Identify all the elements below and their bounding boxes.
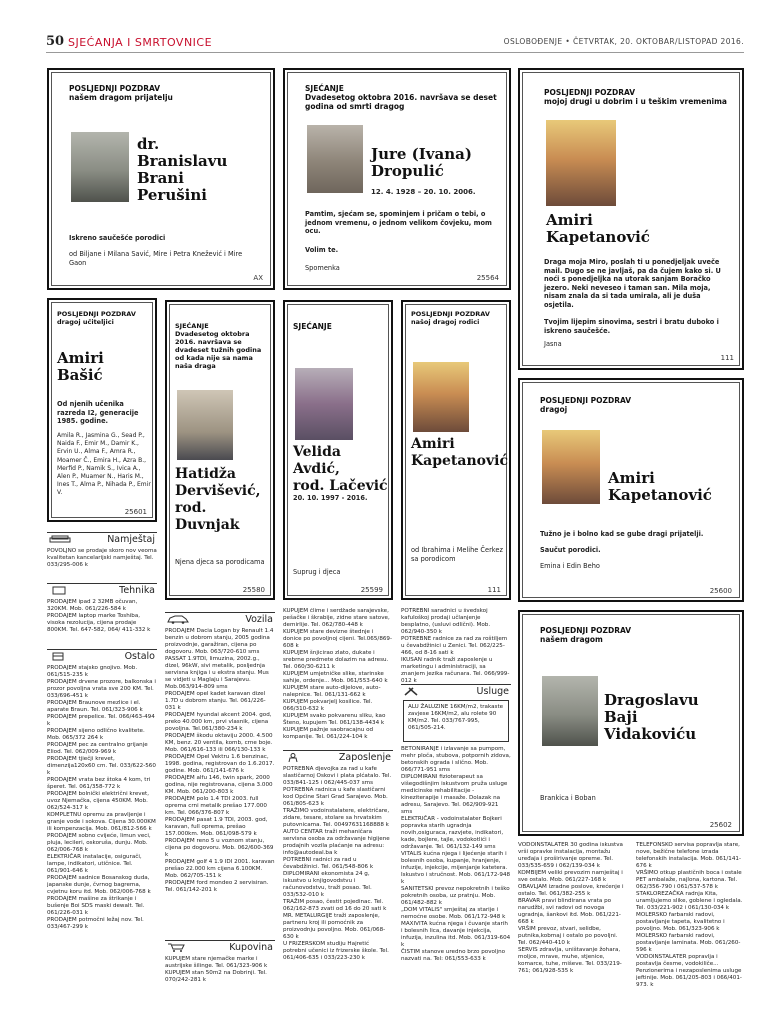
sender-text: Brankica i Boban xyxy=(540,794,596,802)
condolence-text-2: Saučut porodici. xyxy=(540,546,601,554)
deceased-name: Amiri Kapetanović xyxy=(546,211,650,246)
ad-code: 25602 xyxy=(709,821,732,829)
portrait-photo xyxy=(177,390,233,460)
obituary-kapetanovic-3 xyxy=(518,378,744,602)
life-dates: 20. 10. 1997 - 2016. xyxy=(293,494,368,502)
obituary-kapetanovic-1 xyxy=(518,68,744,370)
obituary-dropulic xyxy=(283,68,511,290)
tools-icon xyxy=(403,687,425,696)
sofa-icon xyxy=(49,535,71,544)
portrait-photo xyxy=(546,120,616,206)
obituary-basic xyxy=(47,298,157,522)
obituary-heading: POSLJEDNJI POZDRAV dragoj učiteljici xyxy=(57,310,136,326)
ad-code: 25600 xyxy=(709,587,732,595)
ad-code: 25599 xyxy=(360,586,383,594)
portrait-photo xyxy=(542,676,598,746)
tv-icon xyxy=(49,586,71,595)
letter-text: Draga moja Miro, poslah ti u ponedjeljak uveče mail. Dugo se ne javljaš, pa da čujem kako si. U noći s ponedjeljka na utorak sanjam Boračko jezero. Neki neveseo i taman san. Mila moja, nisam znala da si tada umirala, ali je duša osjetila. xyxy=(544,258,721,309)
category-namjestaj: Namještaj xyxy=(47,532,157,546)
sender-text: Jasna xyxy=(544,340,562,348)
category-vozila: Vozila xyxy=(165,612,275,626)
page-number: 50 xyxy=(46,34,65,49)
classifieds-buying: KUPUJEM stare njemačke marke i austrijske šilinge. Tel. 061/323-906 k KUPUJEM stan 50m2 na Dobrinji. Tel. 070/242-281 k xyxy=(165,956,268,983)
publication-meta: OSLOBOĐENJE • ČETVRTAK, 20. OKTOBAR/LISTOPAD 2016. xyxy=(503,37,744,46)
cart-icon xyxy=(167,943,189,952)
classifieds-services-2: VODOINSTALATER 30 godina iskustva vrši opravke instalacija, montažu uređaja i proširivanje opreme. Tel. 033/535-659 i 062/139-034 k KOMBIJEM veliki prevozim namještaj i sve ostalo. Mob. 061/227-168 k OBAVLJAM izradne poslove, krećenje i ostalo. Tel. 061/382-255 k BRAVAR pravi blindirana vrata po narudžbi, svi radovi od novoga ugradnja, šankovi itd. Mob. 061/221-668 k VRŠIM prevoz, stvari, selidbe, putnika,kobmaj i ostalo po povoljni. Tel. 062/440-410 k SERVIS zdravlja, uništavanje žohara, moljce, mrave, muhe, stjenice, komarce, tuhe, miševe. Tel. 033/219-761; 061/928-535 k xyxy=(518,842,624,974)
obituary-heading: POSLJEDNJI POZDRAV našoj dragoj rodici xyxy=(411,310,490,326)
deceased-name: dr. Branislavu Brani Perušini xyxy=(137,135,228,204)
deceased-name: Amiri Kapetanović xyxy=(411,436,508,469)
classifieds-services-3: TELEFONSKO servisa popravlja stare, nove, bežične telefone izrada telefonskih instalacija. Mob. 061/141-676 k VRŠIMO otkup plastičnih boca i ostale PET ambalaže, najlona, kartona. Tel. 062/356-790 i 061/537-578 k STAKLOREZAČKA radnja Kita, uramljujemo slike, goblene i ogledala. Tel. 033/221-902 i 061/130-034 k MOLERSKO farbarski radovi, postavljanje tapeta, kvalitetno i povoljno. Mob. 061/323-906 k MOLERSKO farbarski radovi, postavljanje laminata. Mob. 061/260-596 k VODOINSTALATER popravlja i postavlja česme, vodokiliče... Penzionerima i nezaposlenima usluge jeftinije. Mob. 061/205-803 i 066/401-973. k xyxy=(636,842,743,988)
memorial-text: Pamtim, sjećam se, spominjem i pričam o tebi, o jednom vremenu, o jednom velikom čovjeku, mom ocu. xyxy=(305,210,492,236)
ad-code: 25601 xyxy=(124,508,147,516)
memorial-love: Volim te. xyxy=(305,246,339,254)
highlighted-ad: ALU ŽALUZINE 16KM/m2, trakaste zavjese 16KM/m2, alu rolete 90 KM/m2. Tel. 033/767-995, 061/505-214. xyxy=(403,700,509,742)
category-usluge: Usluge xyxy=(401,684,511,698)
obituary-perusini xyxy=(47,68,275,290)
deceased-name: Hatidža Dervišević, rod. Duvnjak xyxy=(175,466,261,533)
category-kupovina: Kupovina xyxy=(165,940,275,954)
obituary-heading: SJEĆANJE Dvadesetog oktobra 2016. navršava se dvadeset tužnih godina od kada nije sa nama naša draga xyxy=(175,322,262,370)
condolence-text: Tužno je i bolno kad se gube dragi prijatelji. xyxy=(540,530,704,538)
ad-code: 111 xyxy=(720,354,734,362)
obituary-heading: POSLJEDNJI POZDRAV dragoj xyxy=(540,396,632,414)
deceased-name: Amiri Kapetanović xyxy=(608,469,712,504)
sender-text: od Biljane i Milana Savić, Mire i Petra Knežević i Mire Gaon xyxy=(69,250,243,267)
sender-text: Emina i Edin Beho xyxy=(540,562,600,570)
obituary-heading: SJEĆANJE Dvadesetog oktobra 2016. navršava se deset godina od smrti dragog xyxy=(305,84,497,111)
deceased-name: Dragoslavu Baji Vidakoviću xyxy=(604,691,699,743)
classifieds-vehicles: PRODAJEM Dacia Logan by Renault 1.4 benzin u dobrom stanju, 2005 godina proizvodnje, garažiran, cijena po dogovoru. Mob. 063/720-610 sms PASSAT 1.9TDI, limuzina, 2002.g., dizel, 96kW, sivi metalik, posljednja servisna knjiga i u ekstra stanju. Mus se vidjeti u Maglaju i Sarajevu. Mob.063/914-809 sms PRODAJEM opel kadet karavan dizel 1.7D u dobrom stanju. Tel. 061/226-031 k PRODAJEM hyundai akcent 2004. god, preko 40.000 km, prvi vlasnik, cijena povoljna. Tel.061/380-234 k PRODAJEM škodu oktaviju 2000. 4.500 KM, benz. 20 ventila, komb, crne boje. Mob. 061/616-133 ili 066/130-133 k PRODAJEM Opel Vektru 1.6 benzinac, 1998. godina, registrovan do 1.6.2017. godine. Mob. 061/141-676 k PRODAJEM alfu 146, twin spark, 2000 godina, nije registrovana, cijena 3.000 KM. Mob. 061/200-803 k PRODAJEM polo 1.4 TDI 2003. full oprema crni metalik prešao 177.000 km. Tel. 066/376-807 k PRODAJEM pasat 1.9 TDI, 2003. god, karavan, full oprema, prešao 157.000km. Mob. 061/098-579 k PRODAJEM reno 5 u voznom stanju, cijena po dogovoru. Mob. 062/600-369 k PRODAJEM golf 4 1.9 IDI 2001. karavan prešao 22.000 km cijena 6.100KM. Mob. 062/705-151 k PRODAJEM ford mondeo 2 servisiran. Tel. 061/142-201 k xyxy=(165,628,275,893)
obituary-heading: POSLJEDNJI POZDRAV našem dragom prijatelju xyxy=(69,84,173,102)
classifieds-services: BETONIRANJE i izlavanje sa pumpom, mehr ploča, stubova, potpornih zidova, betonskih ograda i slično. Mob. 066/771-951 sms DIPLOMIRANI fizioterapeut sa višegodišnjim iskustvom pruža usluge medicinske rehabilitacije - kineziterapije i masaže. Dolazak na adresu, Sarajevo. Tel. 062/909-921 sms ELEKTRIČAR - vodoinstalater Bojkeri popravka starih ugradnja novih,osiguraca, razvjete, indikatori, kade, bojlere, tajle, vodokotlići i održavanje. Tel. 061/132-149 sms VITALIS kućna njega i lijećenje starih i bolesnih osoba, kupanje, hranjenje, infuzije, injekcije, mijenjanje katetera. Iskustvo i stručnost. Mob. 061/172-948 k SANITETSKI prevoz nepokretnih i teško pokretnih osoba, uz pratnju. Mob. 061/482-882 k „DOM VITALIS" smještaj za starije i nemoćne osobe. Mob. 061/172-948 k MAXIVITA kućna njega i čuvanje starih i bolesnih lica, davanje injekcija, infuzija, inzulina itd. Mob. 061/319-604 k ČISTIM stanove uredno brzo povoljno nazvati na. Tel: 061/553-633 k xyxy=(401,746,511,962)
section-title: SJEĆANJA I SMRTOVNICE xyxy=(68,36,213,49)
condolence-text: Tvojim lijepim sinovima, sestri i bratu duboko i iskreno saučešće. xyxy=(544,318,719,335)
obituary-heading: POSLJEDNJI POZDRAV našem dragom xyxy=(540,626,632,644)
deceased-name: Jure (Ivana) Dropulić xyxy=(371,145,472,180)
deceased-name: Velida Avdić, rod. Lačević xyxy=(293,444,388,494)
ad-code: AX xyxy=(253,274,263,282)
worker-icon xyxy=(285,753,307,762)
life-dates: 12. 4. 1928 – 20. 10. 2006. xyxy=(371,188,476,196)
category-tehnika: Tehnika xyxy=(47,583,157,597)
portrait-photo xyxy=(295,368,353,440)
classifieds-jobs: POTREBNA djevojka za rad u kafe slastičarnoj Oskovi i plata plćatalo. Tel. 033/841-125 i 062/445-037 sms POTREBNA radnica u kafe slastičarni kod Općine Stari Grad Sarajevo. Mob. 061/805-623 k TRAŽIMO vodoinstalatere, električare, zidare, tesare, stolare sa hrvatskim putovnicama. Tel. 00497631168888 k AUTO CENTAR traži mehaničara servisna osoba za održavanje higijene prodajnih vozila plaćanje na adresu: info@autodeal.ba k POTREBNI radnici za rad u čevabdžinici. Tel. 061/548-806 k DIPLOMIRANI ekonomista 24 g, iskustvo u knjigovodstvu i računovodstvu, traži posao. Tel. 033/532-010 k TRAŽIM posao, čestit pojedinac. Tel. 062/162-873 zvati od 16 do 20 sati k MR. METALURGIJE traži zaposlenje, partneru kroj ili pomoćnik za proizvodnju povoljno. Mob. 061/068-630 k U FRIZERSKOM studiju Hajretić potrebni učenici iz frizerske škole. Tel. 061/406-635 i 033/223-230 k xyxy=(283,766,392,961)
box-icon xyxy=(49,652,71,661)
obituary-dervisevic xyxy=(165,300,275,600)
classifieds-buying-2: KUPUJEM člime i serdžade sarajevske, pešačke i škrabije, zidne stare satove, demirlije. Tel. 062/780-448 k KUPUJEM stare devizne štednje i donice po povoljnoj cijeni. Tel.065/869-608 k KUPUJEM šnjicirao zlato, dukate i srebrne predmete dolazim na adresu. Tel. 060/30-6211 k KUPUJEM umjetničke slike, starinske sahije, ordenje... Mob. 061/553-640 k KUPUJEM stare auto-dijelove, auto-nalepnice. Tel. 061/131-662 k KUPUJEM pokvarjelj kosilice. Tel. 066/310-632 k KUPUJEM svako pokvarenu sliku, kao Šteno, kupujem Tel. 061/138-4434 k KUPUJEM pažnje saobracajnu od kompanije. Tel. 061/224-104 k xyxy=(283,608,393,740)
sender-text: od Ibrahima i Melihe Čerkez sa porodicom xyxy=(411,546,503,563)
obituary-avdic xyxy=(283,300,393,600)
sender-text: Spomenka xyxy=(305,264,340,272)
classifieds-tech: PRODAJEM ipad 2 32MB očuvan, 320KM. Mob. 061/226-584 k PRODAJEM laptop marke Toshiba, visoka rezolucija, cijena prodaje 800KM. Tel. 647-582, 064/ 411-332 k xyxy=(47,599,151,633)
classifieds-jobs-2: POTREBNI saradnici u švedskoj kafuloškoj prodaji učlanjenje besplatno, (usluvi odlični). Mob. 062/940-350 k POTREBNE radnice za rad za roštiljem u čevabdžinici u Zenici. Tel. 062/225-466, od 8-16 sati k IKUSAN radnik traži zaposlenje u marketingu i administraciji, sa znanjem jezika računara. Tel. 066/999-012 k xyxy=(401,608,510,684)
classifieds-furniture: POVOLJNO se prodaje skoro nov veoma kvalitetan kancelarijski namještaj. Tel. 033/295-006 k xyxy=(47,548,157,568)
condolence-text: Iskreno saučešće porodici xyxy=(69,234,166,242)
deceased-name: Amiri Bašić xyxy=(57,349,104,384)
portrait-photo xyxy=(413,362,469,432)
portrait-photo xyxy=(542,430,600,504)
portrait-photo xyxy=(71,132,129,202)
classifieds-other: PRODAJEM stajsko gnojivo. Mob. 061/515-235 k PRODAJEM drvene prozore, balkonska i prozor povoljna vrata sve 200 KM. Tel. 033/696-451 k PRODAJEM Braunove mezlice i el. aparate Braun. Tel. 061/323-906 k PRODAJEM prepelice. Tel. 066/463-494 k PRODAJEM sijeno odlično kvalitete. Mob. 065/372 264 k PRODAJEM pec za centralno grijanje Eliod. Tel. 062/009-969 k PRODAJEM tjiečji krevet, dimenzija120x60 cm. Tel. 033/622-560 k PRODAJEM vrata bez štoka 4 kom, tri šperet. Tel. 061/358-772 k PRODAJEM bolnički električni krevet, uvoz Njemačka, cijena 450KM. Mob. 062/524-317 k KOMPLETNU opremu za pravljenje i granje vode i sokova. Cijena 30.000KM ili kompenzacija. Mob. 061/812-566 k PRODAJEM sobno cvijeće, limun veci, pluja, lecileri, oskoruša, dunju. Mob. 062/006-768 k ELEKTRIČAR instalacije, osigurači, lampe, indikatori, utičnice. Tel. 061/901-646 k PRODAJEM sadnice Bosanskog duda, japanske dunje, čvrnog bagrema, cvjetnu koru itd. Mob. 062/006-768 k PRODAJEM mašine za štrikanje i bušenje Boi SDS maski dewalt. Tel. 061/226-031 k PRODAJEM potmočni ležaj nov. Tel. 033/467-299 k xyxy=(47,665,156,930)
sender-text: Njena djeca sa porodicama xyxy=(175,558,265,566)
ad-code: 25564 xyxy=(476,274,499,282)
obituary-vidakovic xyxy=(518,610,744,836)
obituary-kapetanovic-2 xyxy=(401,300,511,600)
ad-code: 111 xyxy=(487,586,501,594)
class-text: Od njenih učenika razreda I2, generacije 1985. godine. xyxy=(57,400,139,426)
page-header xyxy=(46,34,744,53)
obituary-heading: POSLJEDNJI POZDRAV mojoj drugi u dobrim i u teškim vremenima xyxy=(544,88,727,106)
portrait-photo xyxy=(307,125,363,193)
ad-code: 25580 xyxy=(242,586,265,594)
category-zaposlenje: Zaposlenje xyxy=(283,750,393,764)
sender-text: Suprug i djeca xyxy=(293,568,341,576)
obituary-heading: SJEĆANJE xyxy=(293,322,332,331)
category-ostalo: Ostalo xyxy=(47,649,157,663)
car-icon xyxy=(167,615,189,624)
students-list: Amila R., Jasmina G., Sead P., Naida F., Emir M., Damir K., Ervin U., Alma F., Amra R., Moamer Č., Emira H., Azra B., Merfid P., Namik S., Ivica A., Alen P., Muamer N., Haris M., Ines T., Alma P., Nihada P., Emir V. xyxy=(57,432,151,497)
